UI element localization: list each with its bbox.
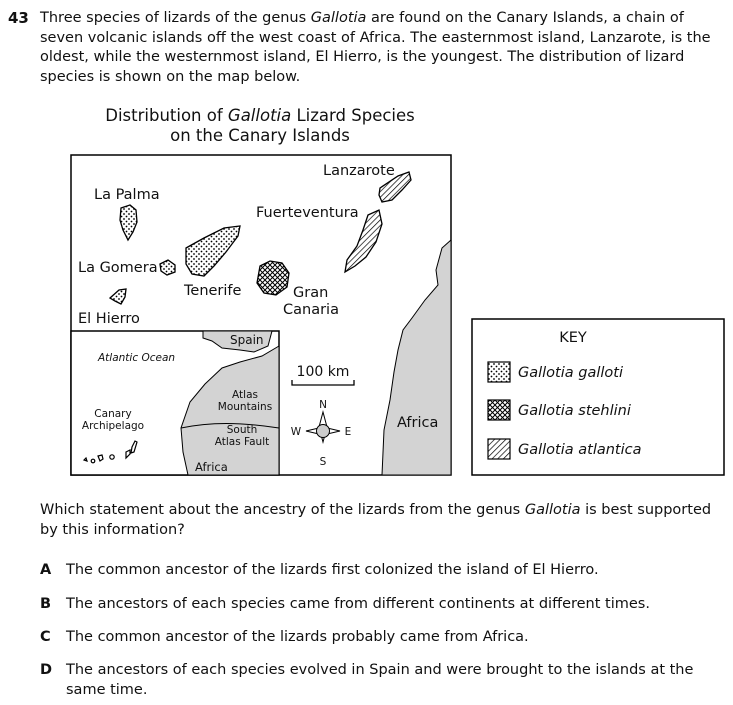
prompt-genus: Gallotia: [524, 502, 581, 518]
option-c-text: The common ancestor of the lizards probably came from Africa.: [66, 629, 529, 645]
option-b-letter: B: [40, 596, 52, 612]
map-title-part-1: Distribution of: [105, 106, 228, 125]
compass-w: W: [290, 426, 302, 438]
question-prompt: [40, 500, 725, 540]
canaria-label: Canaria: [283, 302, 339, 318]
africa-label: Africa: [397, 415, 439, 431]
key-swatch-crosshatch: [488, 400, 510, 420]
compass-n: N: [319, 399, 327, 411]
fault-label-1: South: [226, 424, 258, 436]
stem-part-2: are found on the Canary Islands, a chain of seven volcanic islands off the west coast of Africa. The easternmost island, Lanzarote, is the oldest, while the westernmost island, El Hierro, is the youngest. The distribution of lizard species is shown on the map below.: [40, 10, 711, 85]
stem-genus: Gallotia: [310, 10, 367, 26]
canary-label-1: Canary: [94, 408, 132, 420]
key-label-galloti: Gallotia galloti: [518, 365, 623, 381]
map-title-genus: Gallotia: [227, 106, 292, 125]
el-hierro-label: El Hierro: [78, 311, 140, 327]
key-title: KEY: [559, 330, 587, 346]
lanzarote-label: Lanzarote: [323, 163, 395, 179]
fuerteventura-label: Fuerteventura: [256, 205, 359, 221]
question-number: 43: [8, 9, 29, 27]
prompt-part-1: Which statement about the ancestry of the lizards from the genus: [40, 502, 525, 518]
atlas-label-2: Mountains: [217, 401, 273, 413]
option-d-text: The ancestors of each species evolved in Spain and were brought to the islands at the same time.: [66, 662, 694, 698]
tenerife-label: Tenerife: [184, 283, 242, 299]
key-label-atlantica: Gallotia atlantica: [518, 442, 642, 458]
option-a-letter: A: [40, 562, 52, 578]
la-gomera-label: La Gomera: [78, 260, 158, 276]
la-palma-label: La Palma: [94, 187, 160, 203]
map-title-part-2: Lizard Species: [291, 106, 415, 125]
scale-label: 100 km: [296, 364, 350, 380]
map-title-line-2: on the Canary Islands: [170, 126, 350, 145]
gran-label: Gran: [293, 285, 329, 301]
key-swatch-diagonal: [488, 439, 510, 459]
inset-map: [71, 331, 279, 475]
key-swatch-dotted: [488, 362, 510, 382]
spain-label: Spain: [230, 333, 264, 347]
key-label-stehlini: Gallotia stehlini: [518, 403, 631, 419]
option-c-letter: C: [40, 629, 51, 645]
compass-e: E: [344, 426, 352, 438]
prompt-part-2: is best supported by this information?: [40, 502, 712, 538]
canary-label-2: Archipelago: [81, 420, 145, 432]
atlantic-ocean-label: Atlantic Ocean: [98, 352, 176, 364]
option-d-letter: D: [40, 662, 53, 678]
compass-s: S: [319, 456, 327, 468]
map-key: [472, 319, 724, 475]
option-b-text: The ancestors of each species came from different continents at different times.: [66, 596, 650, 612]
fault-label-2: Atlas Fault: [214, 436, 270, 448]
stem-part-1: Three species of lizards of the genus: [40, 10, 311, 26]
inset-africa-label: Africa: [195, 460, 228, 474]
atlas-label-1: Atlas: [232, 389, 258, 401]
option-a-text: The common ancestor of the lizards first colonized the island of El Hierro.: [66, 562, 599, 578]
